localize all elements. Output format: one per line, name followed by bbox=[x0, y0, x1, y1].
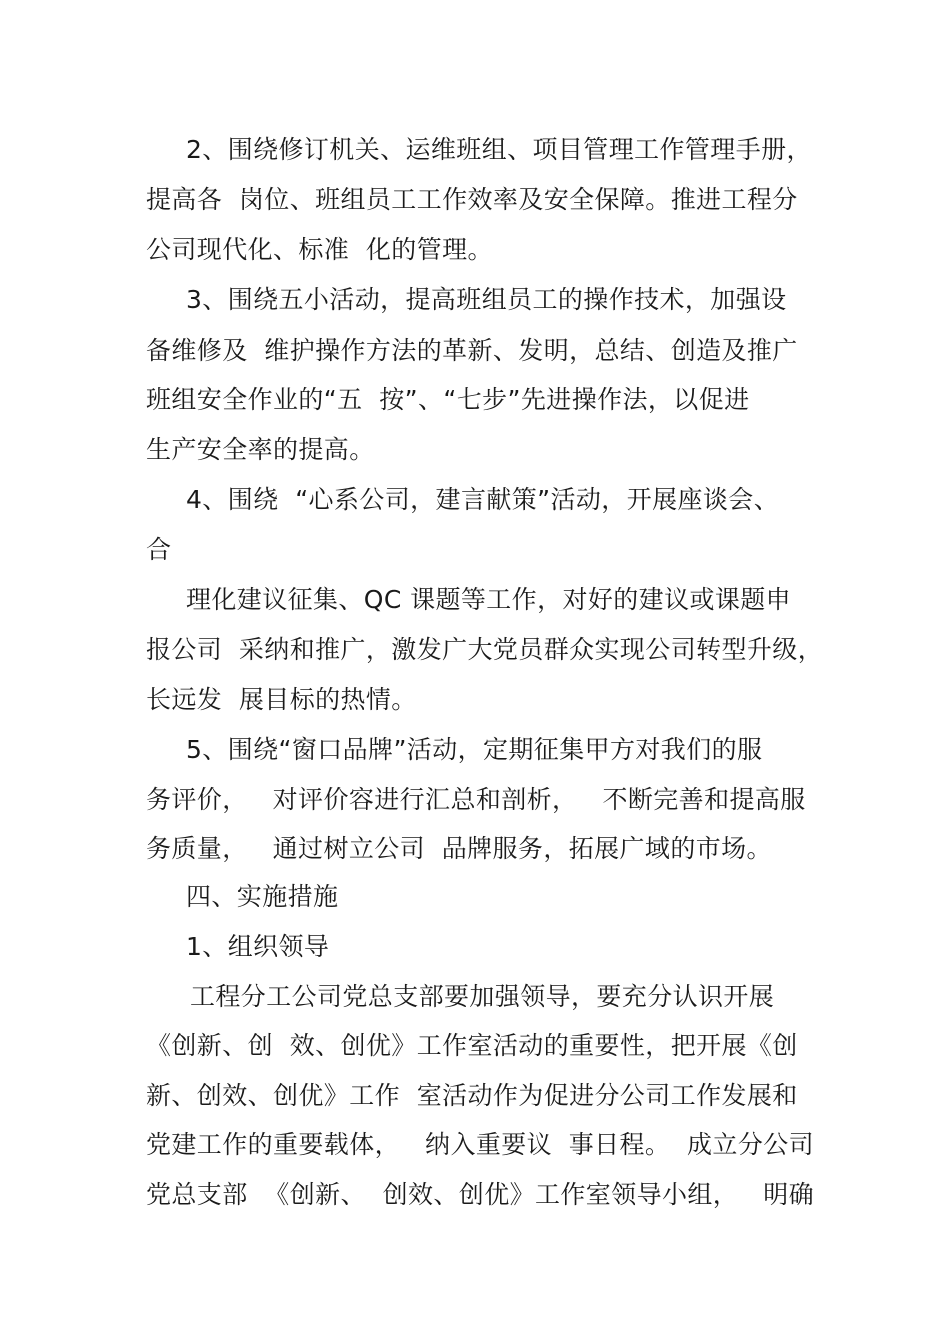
paragraph-3-line-1: 3、围绕五小活动，提高班组员工的操作技术，加强设 bbox=[186, 285, 787, 314]
paragraph-4b-line-1: 理化建议征集、QC 课题等工作，对好的建议或课题申 bbox=[186, 585, 792, 614]
paragraph-org-line-3: 新、创效、创优》工作 室活动作为促进分公司工作发展和 bbox=[146, 1081, 798, 1110]
paragraph-org-line-4: 党建工作的重要载体， 纳入重要议 事日程。 成立分公司 bbox=[146, 1130, 815, 1159]
subsection-heading-1: 1、组织领导 bbox=[186, 932, 330, 961]
paragraph-3-line-4: 生产安全率的提高。 bbox=[146, 435, 375, 464]
paragraph-3-line-2: 备维修及 维护操作方法的革新、发明，总结、创造及推广 bbox=[146, 336, 798, 365]
paragraph-5-line-1: 5、围绕“窗口品牌”活动，定期征集甲方对我们的服 bbox=[186, 735, 763, 764]
paragraph-org-line-2: 《创新、创 效、创优》工作室活动的重要性，把开展《创 bbox=[146, 1031, 798, 1060]
paragraph-5-line-2: 务评价， 对评价容进行汇总和剖析， 不断完善和提高服 bbox=[146, 785, 806, 814]
paragraph-4-line-1: 4、围绕 “心系公司，建言献策”活动，开展座谈会、 bbox=[186, 485, 780, 514]
paragraph-4b-line-2: 报公司 采纳和推广，激发广大党员群众实现公司转型升级， bbox=[146, 635, 824, 664]
paragraph-5-line-3: 务质量， 通过树立公司 品牌服务，拓展广域的市场。 bbox=[146, 834, 772, 863]
paragraph-org-line-5: 党总支部 《创新、 创效、创优》工作室领导小组， 明确 bbox=[146, 1180, 815, 1209]
paragraph-2-line-2: 提高各 岗位、班组员工工作效率及安全保障。推进工程分 bbox=[146, 185, 798, 214]
paragraph-3-line-3: 班组安全作业的“五 按”、“七步”先进操作法，以促进 bbox=[146, 385, 750, 414]
paragraph-4-line-2: 合 bbox=[146, 535, 172, 564]
paragraph-4b-line-3: 长远发 展目标的热情。 bbox=[146, 685, 417, 714]
section-heading-4: 四、实施措施 bbox=[186, 882, 339, 911]
paragraph-2-line-1: 2、围绕修订机关、运维班组、项目管理工作管理手册， bbox=[186, 135, 812, 164]
paragraph-org-line-1: 工程分工公司党总支部要加强领导，要充分认识开展 bbox=[190, 982, 775, 1011]
paragraph-2-line-3: 公司现代化、标准 化的管理。 bbox=[146, 235, 493, 264]
